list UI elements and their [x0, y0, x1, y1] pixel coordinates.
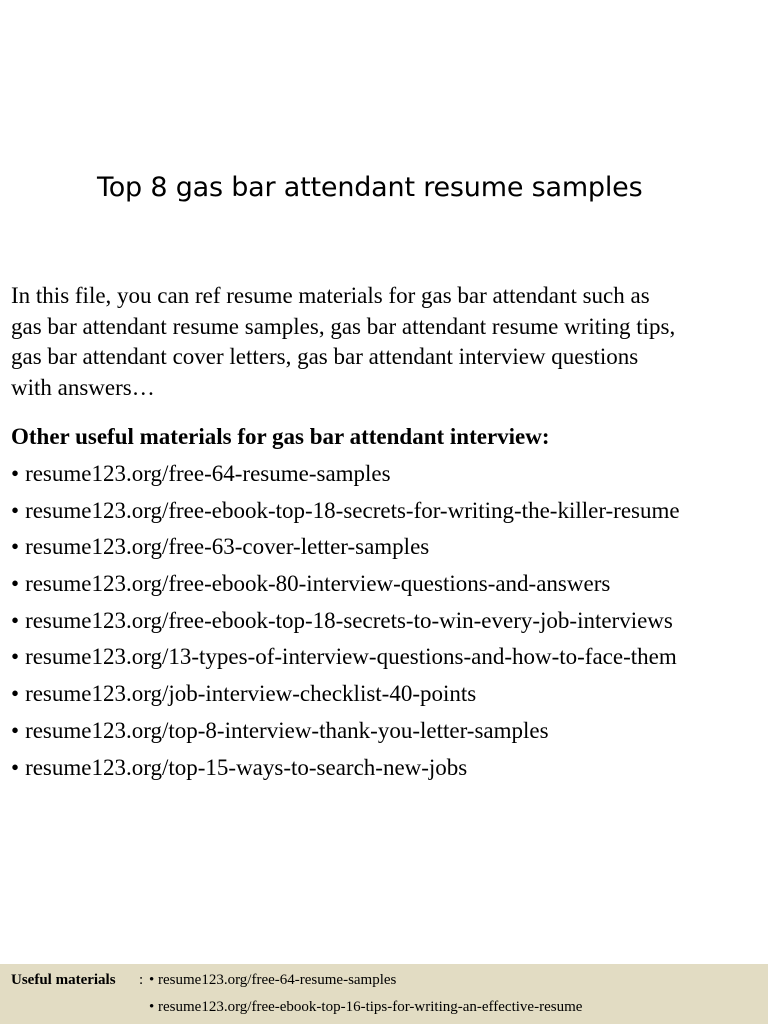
resource-link[interactable]: resume123.org/free-ebook-80-interview-questions-and-answers [25, 571, 611, 597]
bullet-icon: • [11, 754, 20, 780]
resource-link[interactable]: resume123.org/free-64-resume-samples [25, 461, 391, 486]
list-item [11, 641, 680, 678]
resource-link[interactable]: resume123.org/free-ebook-top-18-secrets-to-win-every-job-interviews [25, 607, 673, 633]
footer-separator: : [139, 972, 144, 988]
list-item [11, 495, 680, 532]
list-item [11, 752, 680, 789]
bullet-icon: • [11, 497, 20, 523]
footer-link[interactable]: • resume123.org/free-ebook-top-16-tips-for-writing-an-effective-resume [149, 999, 583, 1015]
list-item [11, 531, 680, 568]
resource-link[interactable]: resume123.org/top-15-ways-to-search-new-jobs [25, 754, 468, 780]
list-item [11, 568, 680, 605]
materials-heading: Other useful materials for gas bar attendant interview: [11, 424, 550, 449]
intro-line: In this file, you can ref resume materials for gas bar attendant such as [11, 283, 650, 308]
materials-link-list [11, 458, 680, 788]
bullet-icon: • [11, 534, 20, 560]
intro-line: gas bar attendant resume samples, gas bar attendant resume writing tips, [11, 313, 676, 339]
bullet-icon: • [11, 681, 20, 707]
list-item [11, 458, 680, 495]
resource-link[interactable]: resume123.org/top-8-interview-thank-you-letter-samples [25, 717, 549, 743]
intro-paragraph [11, 281, 763, 403]
list-item [11, 678, 680, 715]
resource-link[interactable]: resume123.org/13-types-of-interview-questions-and-how-to-face-them [25, 644, 677, 670]
footer-label: Useful materials [11, 972, 116, 988]
bullet-icon: • [11, 717, 20, 743]
intro-line: with answers… [11, 374, 155, 400]
list-item [11, 715, 680, 752]
bullet-icon: • [11, 571, 20, 597]
footer-link[interactable]: • resume123.org/free-64-resume-samples [149, 972, 397, 988]
bullet-icon: • [11, 607, 20, 633]
page-title: Top 8 gas bar attendant resume samples [97, 172, 643, 203]
bullet-icon: • [11, 461, 20, 486]
bullet-icon: • [11, 644, 20, 670]
intro-line: gas bar attendant cover letters, gas bar attendant interview questions [11, 344, 639, 369]
resource-link[interactable]: resume123.org/job-interview-checklist-40-points [25, 681, 477, 707]
resource-link[interactable]: resume123.org/free-ebook-top-18-secrets-for-writing-the-killer-resume [25, 497, 680, 523]
list-item [11, 605, 680, 642]
resource-link[interactable]: resume123.org/free-63-cover-letter-samples [25, 534, 430, 560]
useful-materials-footer [0, 964, 768, 1024]
